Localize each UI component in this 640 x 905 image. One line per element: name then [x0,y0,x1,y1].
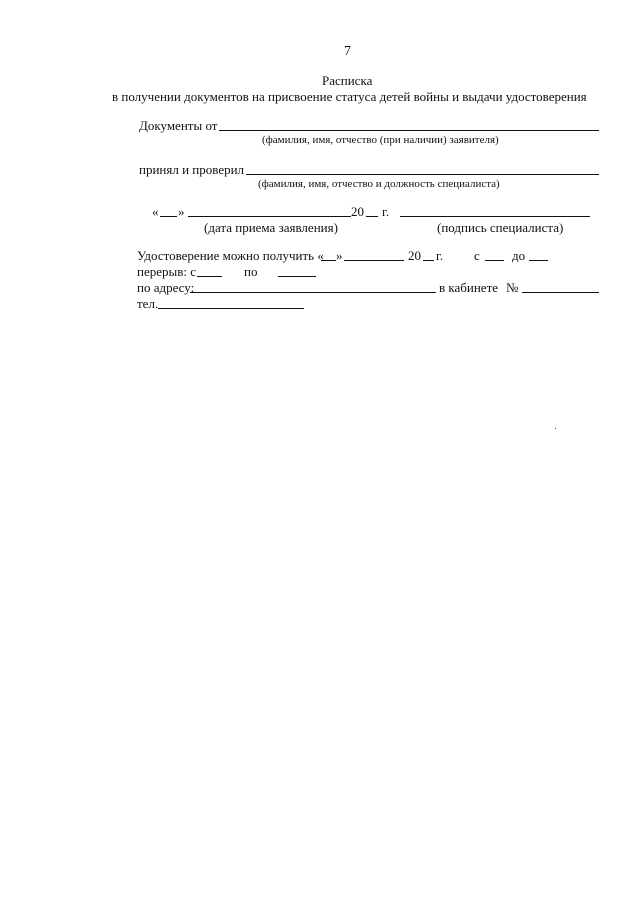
certificate-text: Удостоверение можно получить « [137,248,324,263]
month-field[interactable] [188,216,351,217]
phone-label: тел. [137,296,159,311]
cert-from-label: с [474,248,480,263]
cert-month-field[interactable] [344,260,404,261]
year-field[interactable] [366,216,378,217]
office-number-field[interactable] [522,292,599,293]
cert-year-prefix: 20 [408,248,421,263]
break-label: перерыв: с [137,264,197,279]
break-to-field[interactable] [278,276,316,277]
page-number: 7 [344,44,351,59]
date-year-prefix: 20 [351,204,364,219]
cert-close-quote: » [336,248,343,263]
day-field[interactable] [160,216,177,217]
applicant-name-hint: (фамилия, имя, отчество (при наличии) заявителя) [262,134,499,146]
address-label: по адресу: [137,280,195,295]
phone-field[interactable] [158,308,304,309]
break-to-label: по [244,264,258,279]
cert-to-time-field[interactable] [529,260,548,261]
document-title: Расписка [322,73,373,88]
applicant-name-field[interactable] [219,130,599,131]
date-open-quote: « [152,204,159,219]
scan-speck [555,428,556,429]
office-label: в кабинете [439,280,499,295]
document-subtitle: в получении документов на присвоение статуса детей войны и выдачи удостоверения [112,89,587,104]
signature-field[interactable] [400,216,590,217]
date-close-quote: » [178,204,185,219]
signature-hint: (подпись специалиста) [437,220,564,235]
specialist-name-hint: (фамилия, имя, отчество и должность специалиста) [258,178,500,190]
accepted-by-label: принял и проверил [139,162,245,177]
cert-to-label: до [512,248,526,263]
specialist-name-field[interactable] [246,174,599,175]
date-hint: (дата приема заявления) [204,220,338,235]
date-year-suffix: г. [382,204,390,219]
number-sign: № [506,280,519,295]
break-from-field[interactable] [197,276,222,277]
cert-from-time-field[interactable] [485,260,504,261]
cert-year-suffix: г. [436,248,444,263]
cert-year-field[interactable] [423,260,434,261]
documents-from-label: Документы от [139,118,218,133]
cert-day-field[interactable] [321,260,336,261]
address-field[interactable] [190,292,436,293]
